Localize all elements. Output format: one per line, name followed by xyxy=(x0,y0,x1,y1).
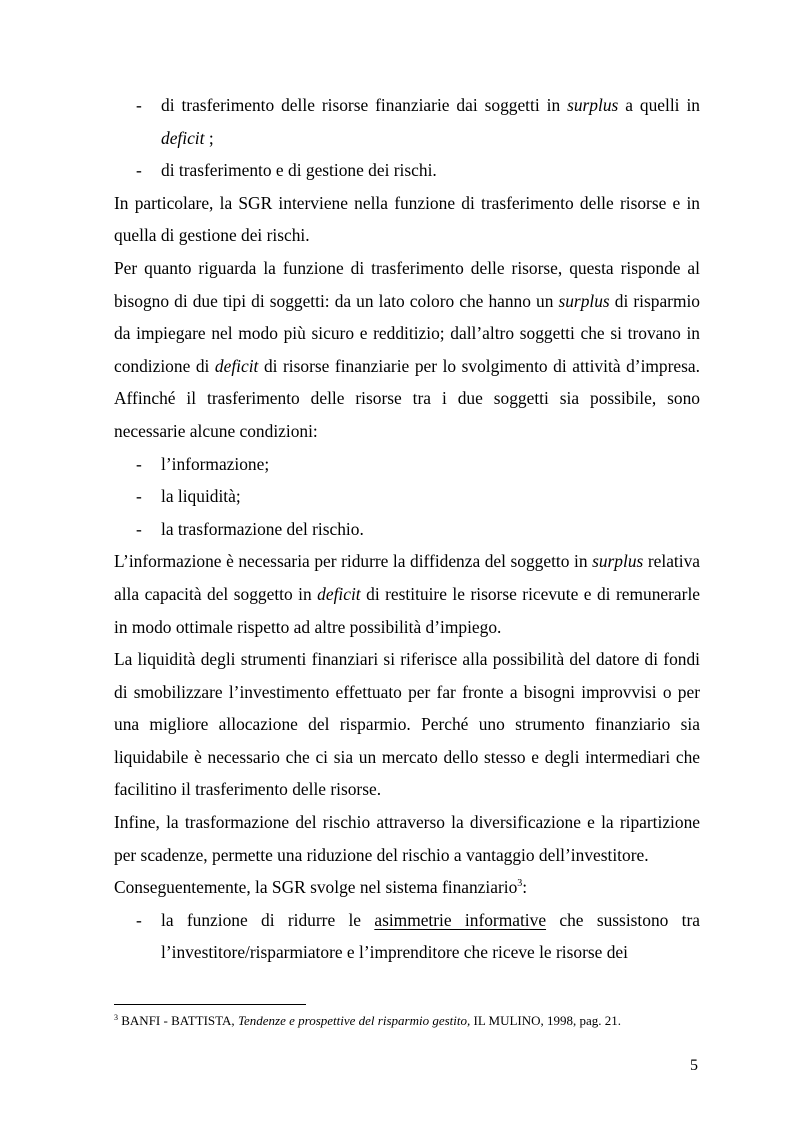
underlined-term: asimmetrie informative xyxy=(374,909,547,930)
paragraph: Per quanto riguarda la funzione di trasferimento delle risorse, questa risponde al bisogno di due tipi di soggetti: da un lato coloro che hanno un surplus di risparmio da impiegare nel modo più sicuro e redditizio; dall’altro soggetti che si trovano in condizione di deficit di risorse finanziarie per lo svolgimento di attività d’impresa. Affinché il trasferimento delle risorse tra i due soggetti sia possibile, sono necessarie alcune condizioni: xyxy=(114,257,701,441)
footnote: $^3$ BANFI - BATTISTA, Tendenze e prospettive del risparmio gestito, IL MULINO, 1998, pag. 21. xyxy=(114,1013,622,1028)
footnote-reference: 3 xyxy=(517,878,523,890)
body-text xyxy=(114,89,700,969)
footnote-title: Tendenze e prospettive del risparmio gestito, xyxy=(237,1013,471,1028)
paragraph: L’informazione è necessaria per ridurre la diffidenza del soggetto in surplus relativa alla capacità del soggetto in deficit di restituire le risorse ricevute e di remunerarle in modo ottimale rispetto ad altre possibilità d’impiego. xyxy=(114,551,700,637)
list-dash: - xyxy=(136,95,142,115)
list-item: - la liquidità; xyxy=(114,480,700,513)
list-dash: - xyxy=(136,453,142,474)
footnote-separator xyxy=(114,1004,306,1005)
paragraph: In particolare, la SGR interviene nella funzione di trasferimento delle risorse e in quella di gestione dei rischi. xyxy=(114,192,700,246)
paragraph: La liquidità degli strumenti finanziari si riferisce alla possibilità del datore di fondi di smobilizzare l’investimento effettuato per far fronte a bisogni improvvisi o per una migliore allocazione del risparmio. Perché uno strumento finanziario sia liquidabile è necessario che ci sia un mercato dello stesso e degli intermediari che facilitino il trasferimento delle risorse. xyxy=(114,649,700,800)
list-item: - la trasformazione del rischio. xyxy=(114,513,700,546)
list-item: - di trasferimento e di gestione dei rischi. xyxy=(114,154,700,187)
footnote-number: 3 xyxy=(114,1013,118,1022)
list-item: - di trasferimento delle risorse finanziarie dai soggetti in surplus a quelli in deficit ; xyxy=(114,89,700,154)
page-number: 5 xyxy=(690,1057,698,1074)
list-dash: - xyxy=(136,486,142,507)
paragraph: Infine, la trasformazione del rischio attraverso la diversificazione e la ripartizione per scadenze, permette una riduzione del rischio a vantaggio dell’investitore. xyxy=(114,812,700,865)
paragraph: Conseguentemente, la SGR svolge nel sistema finanziario$^3$: xyxy=(114,877,528,898)
list-dash: - xyxy=(136,160,142,181)
list-item: - la funzione di ridurre le asimmetrie informative che sussistono tra l’investitore/risparmiatore e l’imprenditore che riceve le risorse dei xyxy=(114,904,700,969)
list-dash: - xyxy=(136,518,142,539)
list-item: - l’informazione; xyxy=(114,448,700,481)
list-dash: - xyxy=(136,909,142,930)
